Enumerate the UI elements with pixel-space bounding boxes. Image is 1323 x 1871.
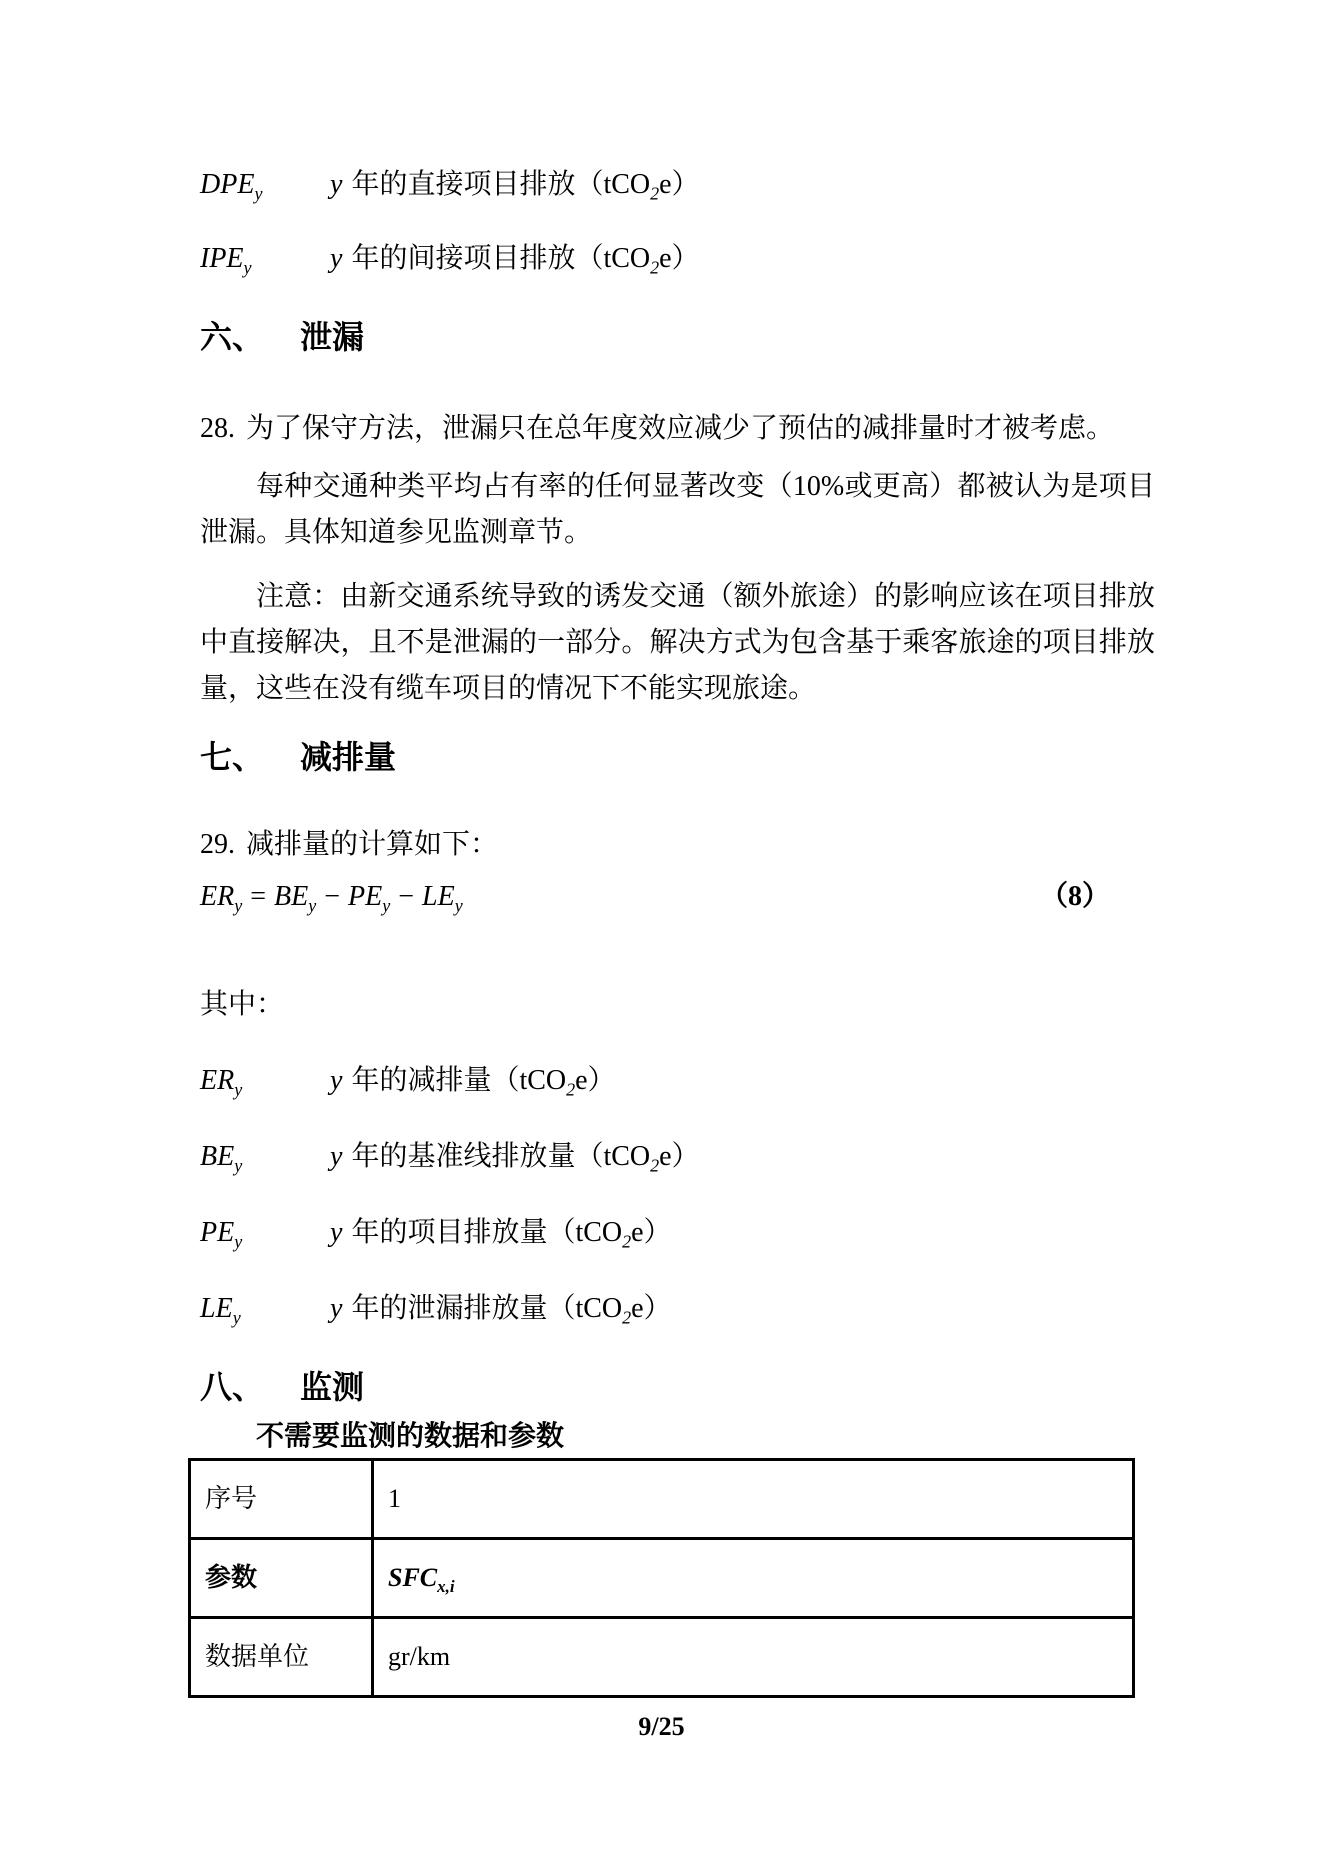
parameter-subscript: x,i (437, 1577, 455, 1597)
section-heading-reduction (200, 738, 1155, 776)
description-text: 年的泄漏排放量（tCO (351, 1293, 623, 1324)
section-number: 七、 (200, 739, 265, 775)
symbol-definition-ipe (200, 242, 1155, 276)
variable-y: y (330, 169, 343, 200)
unit-subscript: 2 (650, 1155, 660, 1176)
term-subscript: y (382, 895, 391, 916)
monitoring-subheading: 不需要监测的数据和参数 (256, 1421, 565, 1452)
description-text: 年的减排量（tCO (351, 1065, 567, 1096)
unit-subscript: 2 (622, 1231, 632, 1252)
paragraph-mode-share: 每种交通种类平均占有率的任何显著改变（10%或更高）都被认为是项目泄漏。具体知道参见监测章节。 (200, 471, 1155, 548)
minus-sign: − (324, 881, 341, 912)
symbol-definition-le (200, 1292, 1155, 1326)
symbol-be (200, 1140, 330, 1174)
term-base: ER (200, 881, 235, 912)
minus-sign: − (398, 881, 415, 912)
eq-term-be (274, 881, 317, 916)
monitoring-parameter-table (188, 1458, 1135, 1698)
symbol-ipe (200, 242, 330, 276)
term-base: LE (422, 881, 455, 912)
paragraph-text: 为了保守方法，泄漏只在总年度效应减少了预估的减排量时才被考虑。 (246, 413, 1115, 444)
term-subscript: y (234, 895, 243, 916)
symbol-subscript: y (232, 1307, 241, 1328)
term-subscript: y (454, 895, 463, 916)
unit-subscript: 2 (650, 183, 660, 204)
symbol-description (330, 168, 700, 202)
variable-y: y (330, 1217, 343, 1248)
symbol-definition-er (200, 1064, 1155, 1098)
table-row-unit (190, 1618, 1134, 1697)
description-end: e） (659, 243, 700, 274)
page-number: 9/25 (638, 1712, 685, 1741)
description-text: 年的间接项目排放（tCO (351, 243, 651, 274)
symbol-subscript: y (234, 1231, 243, 1252)
table-value-parameter (373, 1539, 1134, 1618)
symbol-description (330, 1140, 700, 1174)
symbol-subscript: y (234, 1079, 243, 1100)
section-title: 泄漏 (300, 319, 365, 355)
where-label: 其中： (200, 989, 285, 1020)
symbol-description (330, 1292, 672, 1326)
equation-formula (200, 881, 463, 916)
section-heading-leakage (200, 318, 1155, 356)
symbol-definition-pe (200, 1216, 1155, 1250)
symbol-base: IPE (200, 243, 244, 274)
table-value-unit: gr/km (373, 1618, 1134, 1697)
table-value-serial: 1 (373, 1460, 1134, 1539)
description-end: e） (659, 169, 700, 200)
paragraph-number: 29. (200, 829, 235, 860)
variable-y: y (330, 1065, 343, 1096)
unit-subscript: 2 (566, 1079, 576, 1100)
unit-subscript: 2 (650, 257, 660, 278)
table-row-serial (190, 1460, 1134, 1539)
table-label-unit: 数据单位 (190, 1618, 373, 1697)
equation-8 (200, 876, 1155, 918)
term-subscript: y (308, 895, 317, 916)
equals-sign: = (250, 881, 267, 912)
symbol-pe (200, 1216, 330, 1250)
parameter-base: SFC (388, 1563, 438, 1592)
variable-y: y (330, 243, 343, 274)
symbol-description (330, 1064, 616, 1098)
paragraph-28 (200, 406, 1155, 452)
symbol-base: LE (200, 1293, 233, 1324)
eq-term-le (422, 881, 463, 916)
table-label-serial: 序号 (190, 1460, 373, 1539)
symbol-subscript: y (243, 257, 252, 278)
symbol-base: PE (200, 1217, 235, 1248)
paragraph-text: 减排量的计算如下： (246, 829, 499, 860)
variable-y: y (330, 1293, 343, 1324)
table-row-parameter (190, 1539, 1134, 1618)
unit-subscript: 2 (622, 1307, 632, 1328)
symbol-definition-be (200, 1140, 1155, 1174)
eq-term-pe (348, 881, 391, 916)
description-end: e） (631, 1293, 672, 1324)
symbol-er (200, 1064, 330, 1098)
variable-y: y (330, 1141, 343, 1172)
paragraph-number: 28. (200, 413, 235, 444)
paragraph-29 (200, 822, 1155, 868)
symbol-description (330, 1216, 672, 1250)
symbol-dpe (200, 168, 330, 202)
symbol-base: ER (200, 1065, 235, 1096)
description-end: e） (659, 1141, 700, 1172)
symbol-subscript: y (254, 183, 263, 204)
symbol-le (200, 1292, 330, 1326)
symbol-description (330, 242, 700, 276)
eq-term-er (200, 881, 243, 916)
description-text: 年的直接项目排放（tCO (351, 169, 651, 200)
symbol-base: DPE (200, 169, 255, 200)
parameter-symbol (388, 1563, 455, 1597)
table-label-parameter: 参数 (190, 1539, 373, 1618)
paragraph-note: 注意：由新交通系统导致的诱发交通（额外旅途）的影响应该在项目排放中直接解决，且不是泄漏的一部分。解决方式为包含基于乘客旅途的项目排放量，这些在没有缆车项目的情况下不能实现旅途。 (200, 581, 1155, 704)
term-base: BE (274, 881, 309, 912)
description-text: 年的基准线排放量（tCO (351, 1141, 651, 1172)
description-text: 年的项目排放量（tCO (351, 1217, 623, 1248)
symbol-base: BE (200, 1141, 235, 1172)
section-title: 减排量 (300, 739, 397, 775)
symbol-definitions-list (200, 1064, 1155, 1326)
section-number: 六、 (200, 319, 265, 355)
description-end: e） (631, 1217, 672, 1248)
symbol-definition-dpe (200, 168, 1155, 202)
symbol-subscript: y (234, 1155, 243, 1176)
section-heading-monitoring (200, 1368, 1155, 1406)
section-number: 八、 (200, 1369, 265, 1405)
section-title: 监测 (300, 1369, 365, 1405)
term-base: PE (348, 881, 383, 912)
description-end: e） (575, 1065, 616, 1096)
equation-number: （8） (1039, 881, 1110, 912)
